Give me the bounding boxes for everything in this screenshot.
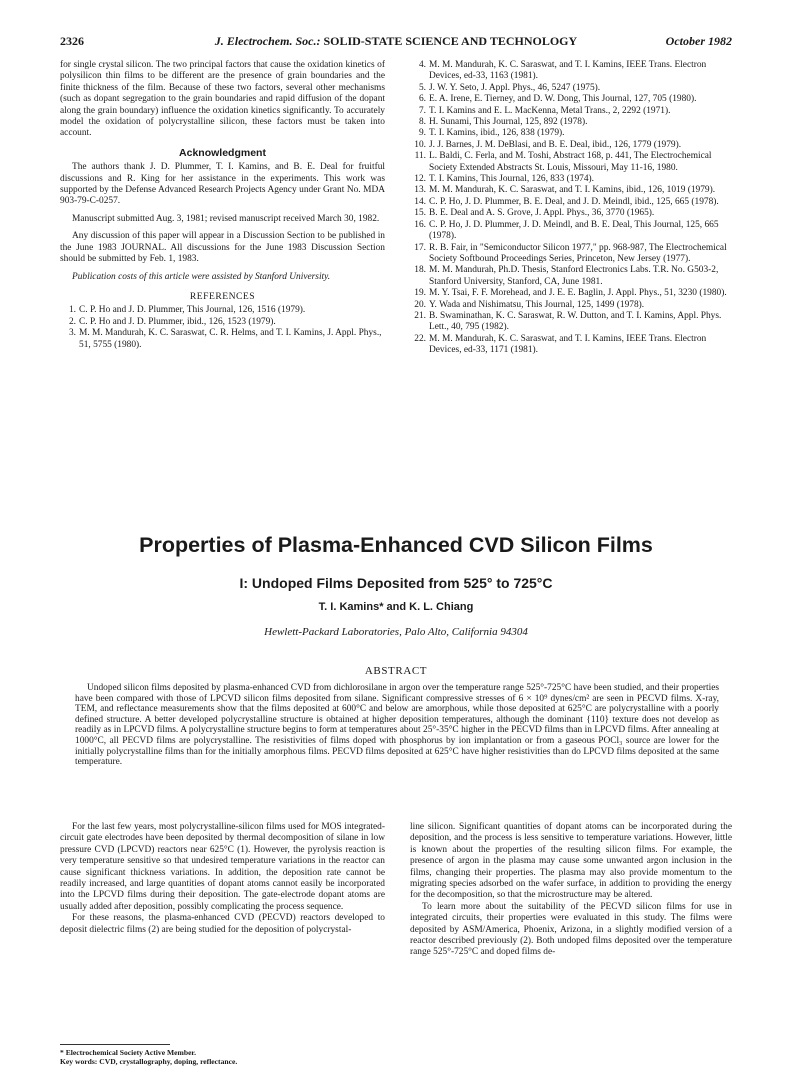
reference-text: M. Y. Tsai, F. F. Morehead, and J. E. E. Baglin, J. Appl. Phys., 51, 3230 (1980). [429,288,727,299]
reference-number: 6. [418,94,426,105]
submission-note: Manuscript submitted Aug. 3, 1981; revised manuscript received March 30, 1982. [72,213,380,224]
reference-item [410,83,732,94]
body-paragraph: For these reasons, the plasma-enhanced CVD (PECVD) reactors developed to deposit dielectric films (2) are being studied for the deposition of polycrystal- [60,913,385,935]
reference-number: 10. [414,139,426,150]
body-right-column [410,822,732,959]
article-title: Properties of Plasma-Enhanced CVD Silicon Films [139,533,653,557]
reference-number: 4. [418,60,426,70]
acknowledgment-text: The authors thank J. D. Plummer, T. I. Kamins, and B. E. Deal for fruitful discussions and R. King for her assistance in the experiments. This work was supported by the Defense Advanced Research Projects Agency under Grant No. MDA 903-79-C-0257. [60,162,385,207]
footnote-keywords: Key words: CVD, crystallography, doping, reflectance. [60,1057,238,1067]
reference-text: C. P. Ho, J. D. Plummer, J. D. Meindl, and B. E. Deal, This Journal, 125, 665 (1978). [429,219,719,242]
reference-number: 3. [68,328,76,339]
reference-item [410,60,732,83]
closing-paragraph: for single crystal silicon. The two principal factors that cause the oxidation kinetics of polysilicon thin films to be different are the presence of grain boundaries and the finite thickness of the film. Because of these two factors, several other mechanisms (such as dopant segregation to the grain boundaries and rapid diffusion of the dopant along the grain boundary) influence the oxidation kinetics significantly. To accurately model the oxidation of polycrystalline silicon, these factors must be taken into account. [60,60,385,139]
reference-item [410,334,732,357]
journal-section: SOLID-STATE SCIENCE AND TECHNOLOGY [323,34,578,48]
reference-text: H. Sunami, This Journal, 125, 892 (1978). [429,117,588,128]
reference-item [410,140,732,151]
reference-text: M. M. Mandurah, Ph.D. Thesis, Stanford Electronics Labs. T.R. No. G503-2, Stanford University, Stanford, CA, June 1981. [429,265,719,287]
reference-number: 12. [414,174,426,185]
reference-text: M. M. Mandurah, K. C. Saraswat, and T. I. Kamins, ibid., 126, 1019 (1979). [429,185,716,196]
article-authors: T. I. Kamins* and K. L. Chiang [318,601,474,613]
reference-number: 17. [414,242,426,253]
reference-item [410,174,732,185]
reference-number: 9. [418,128,426,139]
body-paragraph: To learn more about the suitability of the PECVD silicon films for use in integrated circuits, their properties were evaluated in this study. The films were deposited by ASM/America, Phoenix, Arizona, in a slightly modified version of a reactor described previously (2). Both undoped films deposited over the temperature range 525°-725°C and doped films de- [410,901,732,958]
reference-item [410,117,732,128]
footnote-rule [60,1044,170,1045]
reference-number: 22. [414,333,426,344]
reference-text: T. I. Kamins and E. L. MacKenna, Metal Trans., 2, 2292 (1971). [429,105,671,116]
reference-text: J. J. Barnes, J. M. DeBlasi, and B. E. Deal, ibid., 126, 1779 (1979). [429,139,682,150]
reference-number: 18. [414,265,426,276]
journal-name [60,34,732,49]
reference-item [410,197,732,208]
reference-number: 14. [414,196,426,207]
reference-text: J. W. Y. Seto, J. Appl. Phys., 46, 5247 (1975). [429,82,601,93]
reference-item [410,243,732,266]
reference-text: B. E. Deal and A. S. Grove, J. Appl. Phys., 36, 3770 (1965). [429,208,655,219]
reference-text: T. I. Kamins, This Journal, 126, 833 (1974). [429,174,594,185]
reference-item [410,94,732,105]
reference-number: 20. [414,299,426,310]
reference-text: R. B. Fair, in "Semiconductor Silicon 1977," pp. 968-987, The Electrochemical Society Softbound Proceedings Series, Princeton, New Jersey (1977). [429,242,727,264]
abstract-text [75,683,719,768]
reference-item [410,288,732,299]
acknowledgment-heading: Acknowledgment [179,146,266,159]
reference-number: 15. [414,208,426,219]
reference-item [410,128,732,139]
publication-costs-note: Publication costs of this article were assisted by Stanford University. [72,271,331,282]
reference-number: 2. [68,316,76,327]
reference-number: 1. [68,305,76,316]
reference-number: 8. [418,117,426,128]
prev-article-left-column [60,60,385,351]
reference-text: C. P. Ho, J. D. Plummer, B. E. Deal, and J. D. Meindl, ibid., 125, 665 (1978). [429,196,719,207]
reference-number: 7. [418,105,426,116]
reference-text: C. P. Ho and J. D. Plummer, This Journal, 126, 1516 (1979). [79,305,306,316]
reference-item [410,185,732,196]
article-affiliation: Hewlett-Packard Laboratories, Palo Alto, California 94304 [264,626,528,638]
footnote-membership: * Electrochemical Society Active Member. [60,1048,197,1057]
footnotes [60,1048,385,1067]
reference-item [410,300,732,311]
references-list-left [60,305,385,351]
abstract-heading: ABSTRACT [364,665,428,677]
issue-date: October 1982 [665,34,732,48]
article-subtitle: I: Undoped Films Deposited from 525° to 725°C [239,575,553,591]
reference-item [410,151,732,174]
reference-text: Y. Wada and Nishimatsu, This Journal, 125, 1499 (1978). [429,299,645,310]
reference-text: M. M. Mandurah, K. C. Saraswat, C. R. Helms, and T. I. Kamins, J. Appl. Phys., 51, 5755 (1980). [79,328,382,350]
reference-text: L. Baldi, C. Ferla, and M. Toshi, Abstract 168, p. 441, The Electrochemical Society Extended Abstracts St. Louis, Missouri, May 11-16, 1980. [429,151,712,173]
references-list-right [410,60,732,357]
prev-article-right-column [410,60,732,357]
discussion-note: Any discussion of this paper will appear in a Discussion Section to be published in the June 1983 JOURNAL. All discussions for the June 1983 Discussion Section should be submitted by Feb. 1, 1983. [60,231,385,265]
reference-item [410,311,732,334]
page-number: 2326 [60,34,84,48]
reference-item [60,328,385,351]
reference-text: T. I. Kamins, ibid., 126, 838 (1979). [429,128,565,139]
reference-number: 11. [414,151,426,162]
reference-text: M. M. Mandurah, K. C. Saraswat, and T. I. Kamins, IEEE Trans. Electron Devices, ed-33, 1163 (1981). [429,60,707,82]
reference-text: B. Swaminathan, K. C. Saraswat, R. W. Dutton, and T. I. Kamins, Appl. Phys. Lett., 40, 795 (1982). [429,310,722,333]
reference-item [410,106,732,117]
reference-text: E. A. Irene, E. Tierney, and D. W. Dong, This Journal, 127, 705 (1980). [429,94,697,105]
reference-number: 19. [414,288,426,299]
reference-number: 13. [414,185,426,196]
references-heading: REFERENCES [189,290,256,302]
reference-text: M. M. Mandurah, K. C. Saraswat, and T. I. Kamins, IEEE Trans. Electron Devices, ed-33, 1171 (1981). [429,333,707,356]
reference-item [60,317,385,328]
running-header [60,34,732,52]
reference-item [410,220,732,243]
journal-abbrev: J. Electrochem. Soc.: [214,34,321,48]
abstract-paragraph: Undoped silicon films deposited by plasma-enhanced CVD from dichlorosilane in argon over the temperature range 525°-725°C have been studied, and their properties have been compared with those of LPCVD silicon films deposited from silane. Significant compressive stresses of 6 × 10⁹ dynes/cm² are seen in PECVD films. X-ray, TEM, and reflectance measurements show that the films deposited at 600°C and below are amorphous, while those deposited at 625°C are polycrystalline with a poorly defined structure. A better developed polycrystalline structure is obtained at higher deposition temperatures, although the dominant {110} texture does not develop as readily as in LPCVD films. A polycrystalline structure begins to form at temperatures about 25°-35°C higher in the PECVD films than in LPCVD films. After annealing at 1000°C, all PECVD films are polycrystalline. The resistivities of films doped with phosphorus by ion implantation or from a gaseous POCl₃ source are lower for the initially polycrystalline films than for the initially amorphous films. PECVD films deposited at 625°C have higher resistivities than do LPCVD films deposited at the same temperature. [75,683,719,768]
reference-number: 21. [414,310,426,321]
reference-item [60,305,385,316]
reference-text: C. P. Ho and J. D. Plummer, ibid., 126, 1523 (1979). [79,316,276,327]
body-paragraph: line silicon. Significant quantities of dopant atoms can be incorporated during the deposition, and the process is less sensitive to temperature variations. However, little is known about the properties of the resulting silicon films. For example, the presence of argon in the plasma may cause some unwanted argon inclusion in the films, changing their properties. The plasma may also provide momentum to the migrating species adsorbed on the wafer surface, in addition to providing the energy for the decomposition, so that the microstructure may be altered. [410,822,732,901]
body-paragraph: For the last few years, most polycrystalline-silicon films used for MOS integrated-circuit gate electrodes have been deposited by thermal decomposition of silane in low pressure CVD (LPCVD) reactors near 625°C (1). However, the pyrolysis reaction is very temperature sensitive so that undesired temperature variations in the reactor can cause significant thickness variations. In addition, the deposition rate cannot be readily increased, and large quantities of dopant atoms cannot easily be incorporated into the LPCVD films during their deposition. The gate-electrode dopant atoms are usually added after deposition, possibly complicating the process sequence. [60,822,385,912]
reference-number: 5. [418,82,426,93]
reference-item [410,265,732,288]
reference-number: 16. [414,219,426,230]
body-left-column [60,822,385,936]
reference-item [410,208,732,219]
